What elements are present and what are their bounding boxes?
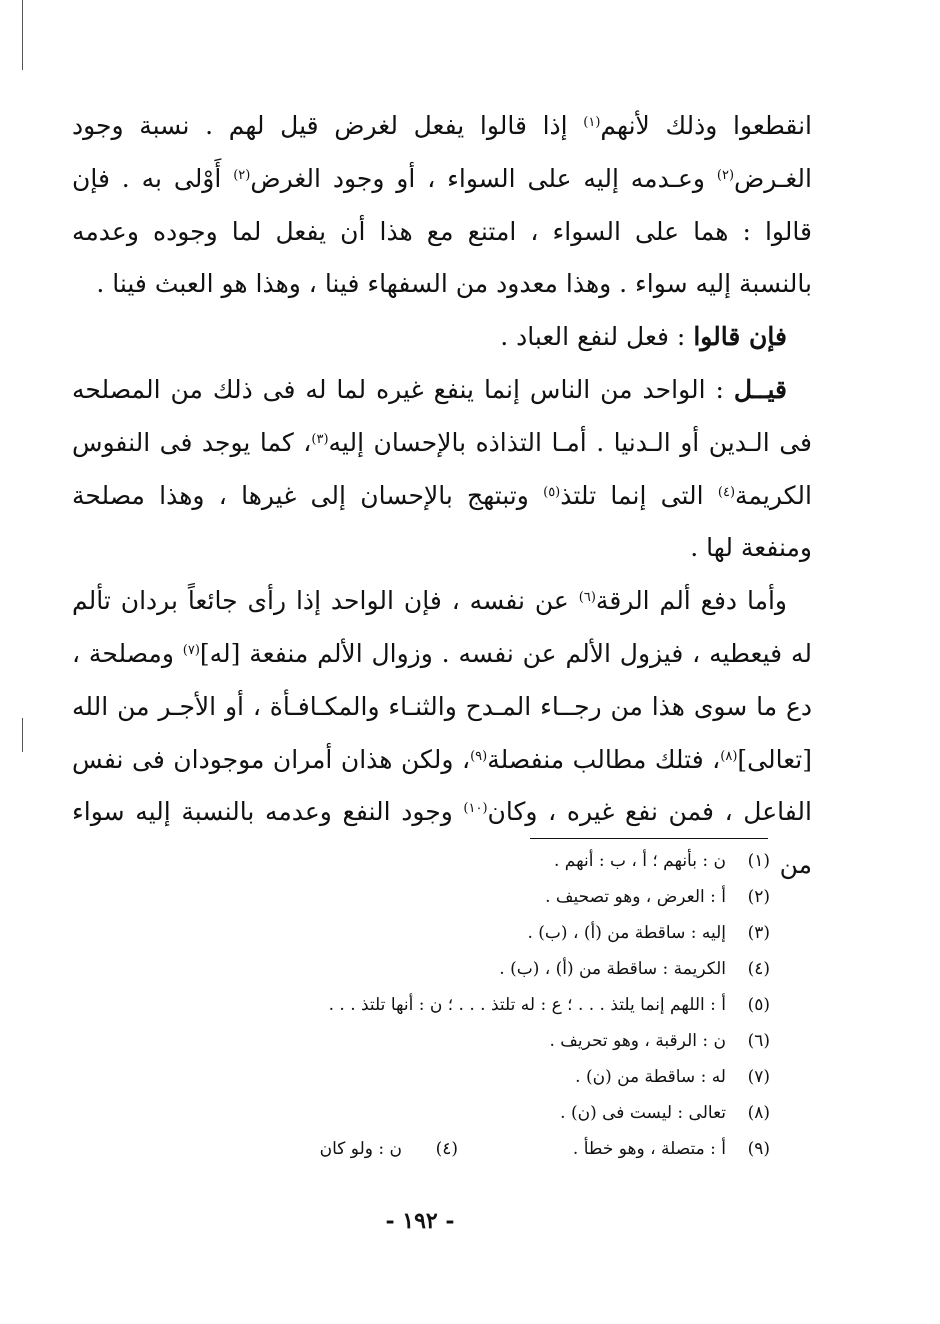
footnote-number: (٥) bbox=[747, 995, 770, 1015]
footnote-number: (٣) bbox=[747, 923, 770, 943]
margin-rule-mid bbox=[22, 718, 23, 752]
footnote-number: (٢) bbox=[747, 887, 770, 907]
footnote-number: (٤) bbox=[435, 1139, 458, 1159]
paragraph-lead: فإن قالوا bbox=[693, 322, 787, 352]
footnote-6 bbox=[60, 1023, 770, 1059]
footnote-text: أ : متصلة ، وهو خطأ . bbox=[572, 1139, 726, 1159]
footnote-number: (٨) bbox=[747, 1103, 770, 1123]
footnote-ref: (٥) bbox=[543, 484, 561, 500]
footnote-ref: (١٠) bbox=[463, 801, 488, 817]
paragraph-1: انقطعوا وذلك لأنهم$^{(١)}$ إذا قالوا يفعل لغرض قيل لهم . نسبة وجود الغـرض$^{(٢)}$ وعـدمه إليه على السواء ، أو وجود الغرض$^{(٢)}$ أَوْلى به . فإن قالوا : هما على السواء ، امتنع مع هذا أن يفعل لما وجوده وعدمه بالنسبة إليه سواء . وهذا معدود من السفهاء فينا ، وهذا هو العبث فينا . bbox=[72, 111, 812, 299]
footnotes bbox=[60, 843, 770, 1167]
footnote-1 bbox=[60, 843, 770, 879]
footnote-ref: (١) bbox=[583, 115, 601, 130]
footnote-text: أ : العرض ، وهو تصحيف . bbox=[545, 887, 726, 907]
footnote-extra bbox=[320, 1139, 478, 1159]
footnote-number: (٧) bbox=[747, 1067, 770, 1087]
footnote-7 bbox=[60, 1059, 770, 1095]
footnote-text: ن : الرقبة ، وهو تحريف . bbox=[549, 1031, 726, 1051]
footnote-5 bbox=[60, 987, 770, 1023]
paragraph-lead: قيــل bbox=[733, 374, 787, 404]
paragraph-4: وأما دفع ألم الرقة$^{(٦)}$ عن نفسه ، فإن الواحد إذا رأى جائعاً بردان تألم له فيعطيه ، فيزول الألم عن نفسه . وزوال الألم منفعة [له]$^{(٧)}$ ومصلحة ، دع ما سوى هذا من رجــاء المـدح والثنـاء والمكـافـأة ، أو الأجـر من الله [تعالى]$^{(٨)}$، فتلك مطالب منفصلة$^{(٩)}$، ولكن هذان أمران موجودان فى نفس الفاعل ، فمن نفع غيره ، وكان$^{(١٠)}$ وجود النفع وعدمه بالنسبة إليه سواء من bbox=[72, 586, 813, 880]
paragraph-2: فإن قالوا : فعل لنفع العباد . bbox=[500, 322, 787, 352]
footnote-text: إليه : ساقطة من (أ) ، (ب) . bbox=[527, 923, 726, 943]
footnote-ref: (٢) bbox=[716, 167, 735, 183]
footnote-text: ن : بأنهم ؛ أ ، ب : أنهم . bbox=[554, 851, 726, 871]
footnote-ref: (٧) bbox=[182, 642, 200, 658]
footnote-8 bbox=[60, 1095, 770, 1131]
footnote-number: (٤) bbox=[747, 959, 770, 979]
page-number: - ١٩٢ - bbox=[385, 1208, 455, 1234]
body-text bbox=[72, 100, 812, 892]
footnote-ref: (٨) bbox=[720, 748, 738, 764]
footnote-separator bbox=[530, 838, 768, 839]
footnote-3 bbox=[60, 915, 770, 951]
footnote-text: أ : اللهم إنما يلتذ . . . ؛ ع : له تلتذ . . . ؛ ن : أنها تلتذ . . . bbox=[328, 995, 726, 1015]
footnote-ref: (٦) bbox=[578, 590, 596, 606]
footnote-text: تعالى : ليست فى (ن) . bbox=[560, 1103, 726, 1123]
footnote-text: الكريمة : ساقطة من (أ) ، (ب) . bbox=[499, 959, 726, 979]
footnote-text: له : ساقطة من (ن) . bbox=[575, 1067, 726, 1087]
footnote-ref: (٢) bbox=[233, 167, 251, 183]
footnote-9 bbox=[60, 1131, 770, 1167]
footnote-number: (٦) bbox=[747, 1031, 770, 1051]
margin-rule-top bbox=[22, 0, 23, 70]
footnote-text: ن : ولو كان bbox=[319, 1139, 402, 1159]
footnote-number: (٩) bbox=[747, 1139, 770, 1159]
footnote-number: (١) bbox=[747, 851, 770, 871]
footnote-2 bbox=[60, 879, 770, 915]
footnote-4 bbox=[60, 951, 770, 987]
paragraph-3: قيــل : الواحد من الناس إنما ينفع غيره لما له فى ذلك من المصلحه فى الـدين أو الـدنيا . أمـا التذاذه بالإحسان إليه$^{(٣)}$، كما يوجد فى النفوس الكريمة$^{(٤)}$ التى إنما تلتذ$^{(٥)}$ وتبتهج بالإحسان إلى غيرها ، وهذا مصلحة ومنفعة لها . bbox=[72, 374, 812, 563]
footnote-ref: (٣) bbox=[311, 431, 329, 447]
footnote-ref: (٤) bbox=[717, 484, 736, 500]
footnote-ref: (٩) bbox=[470, 748, 488, 764]
